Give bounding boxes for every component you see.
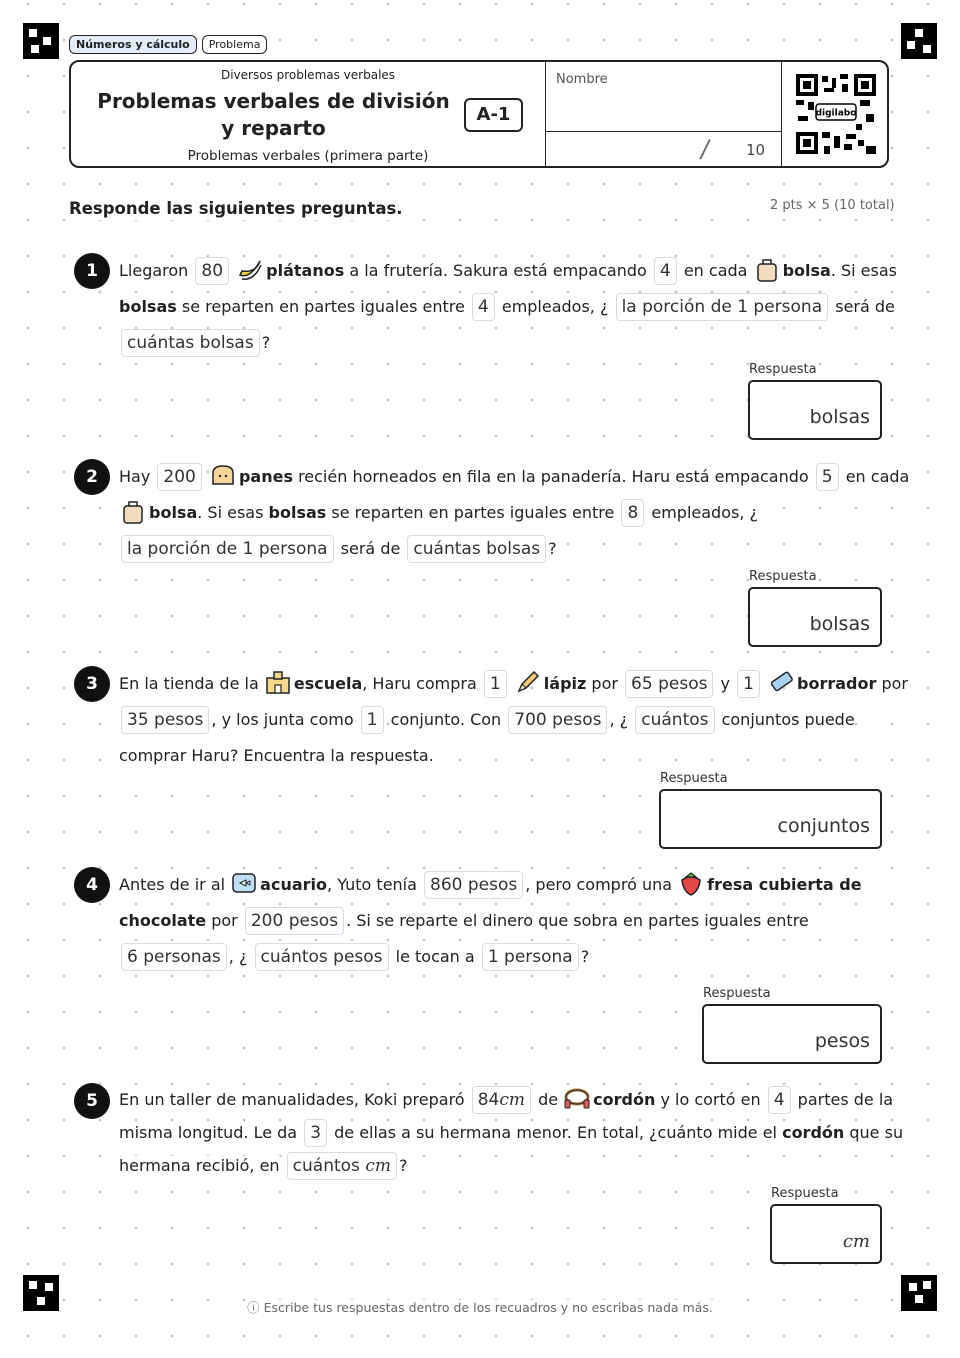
answer-box-2[interactable]	[748, 587, 882, 647]
qr-area	[781, 62, 888, 166]
answer-box-3[interactable]	[659, 789, 882, 849]
q1-bold-text: plátanos	[266, 261, 345, 280]
subject-tag: Números y cálculo	[69, 35, 197, 54]
q4-bold-text: chocolate	[119, 911, 207, 930]
category-tags	[69, 35, 267, 54]
q5-bold-text: cordón	[782, 1123, 845, 1142]
q5-text: ?	[398, 1156, 408, 1175]
question-5-text	[119, 1083, 904, 1182]
header-subtitle: Diversos problemas verbales	[220, 68, 396, 82]
corner-marker-top-right	[901, 23, 937, 59]
q4-text: , Yuto tenía	[327, 875, 417, 894]
q3-text: comprar Haru? Encuentra la respuesta.	[119, 746, 434, 765]
answer-label-4: Respuesta	[703, 986, 771, 1001]
q3-text: y	[720, 674, 731, 693]
score-field[interactable]	[545, 131, 782, 168]
question-number-2: 2	[74, 459, 110, 495]
q3-text: por	[591, 674, 618, 693]
q5-length-unit: cm	[499, 1090, 525, 1110]
q4-text: , pero compró una	[525, 875, 673, 894]
q2-text: en cada	[845, 467, 910, 486]
q5-text: y lo cortó en	[660, 1090, 761, 1109]
q3-text: En la tienda de la	[119, 674, 259, 693]
q5-value-box	[472, 1086, 531, 1114]
q1-value-box: 4	[472, 293, 495, 321]
q4-value-box: 6 personas	[121, 943, 227, 971]
answer-unit-2: bolsas	[809, 613, 870, 635]
banana-icon	[236, 255, 264, 283]
q2-text: . Si esas	[197, 503, 264, 522]
question-1-text	[119, 253, 897, 361]
q4-value-box: cuántos pesos	[255, 943, 389, 971]
q2-bold-text: panes	[238, 467, 293, 486]
name-field[interactable]	[545, 62, 782, 132]
q5-value-box: 4	[768, 1086, 791, 1114]
q3-text: por	[881, 674, 909, 693]
eraser-icon	[767, 668, 795, 696]
q5-bold-text: cordón	[593, 1090, 656, 1109]
q1-bold-text: bolsa	[782, 261, 831, 280]
q3-text: conjunto. Con	[390, 710, 502, 729]
footer-note	[0, 1298, 960, 1316]
q2-bold-text: bolsas	[268, 503, 327, 522]
cord-icon	[563, 1084, 591, 1112]
q5-value-box	[287, 1152, 397, 1180]
answer-unit-5: cm	[842, 1231, 870, 1252]
q3-bold-text: escuela	[293, 674, 363, 693]
q5-text: de ellas a su hermana menor. En total, ¿cuánto mide el	[334, 1123, 777, 1142]
score-slash: /	[698, 135, 712, 163]
q4-text: le tocan a	[395, 947, 475, 966]
answer-unit-3: conjuntos	[777, 815, 870, 837]
q2-text: se reparten en partes iguales entre	[331, 503, 615, 522]
footer-text: Escribe tus respuestas dentro de los recuadros y no escribas nada más.	[263, 1300, 713, 1315]
q2-value-box: 8	[621, 499, 644, 527]
q4-text: por	[211, 911, 238, 930]
q4-text: . Si se reparte el dinero que sobra en partes iguales entre	[346, 911, 809, 930]
points-info: 2 pts × 5 (10 total)	[770, 198, 895, 213]
q1-value-box: cuántas bolsas	[121, 329, 260, 357]
question-number-1: 1	[74, 253, 110, 289]
strawberry-icon	[677, 869, 705, 897]
aquarium-icon	[230, 869, 258, 897]
header-title-area	[71, 62, 545, 166]
q1-text: se reparten en partes iguales entre	[181, 297, 465, 316]
q2-text: Hay	[119, 467, 151, 486]
q1-text: ?	[261, 333, 271, 352]
pencil-icon	[514, 668, 542, 696]
q5-text: En un taller de manualidades, Koki preparó	[119, 1090, 465, 1109]
q1-value-box: 4	[654, 257, 677, 285]
q5-length-value: 84	[477, 1090, 500, 1110]
worksheet-header	[69, 60, 889, 168]
q4-value-box: 200 pesos	[245, 907, 344, 935]
q4-value-box: 860 pesos	[424, 871, 523, 899]
q1-text: empleados, ¿	[501, 297, 609, 316]
q1-text: . Si esas	[830, 261, 897, 280]
q5-value-box: 3	[304, 1119, 327, 1147]
q4-text: ?	[580, 947, 590, 966]
qr-code-icon	[796, 74, 876, 154]
name-label: Nombre	[556, 72, 608, 87]
bag-icon	[119, 497, 147, 525]
q4-value-box: 1 persona	[482, 943, 579, 971]
school-icon	[264, 668, 292, 696]
q3-text: , ¿	[609, 710, 629, 729]
q1-text: Llegaron	[119, 261, 189, 280]
q2-text: será de	[340, 539, 401, 558]
q5-text: de	[538, 1090, 559, 1109]
q5-text: hermana recibió, en	[119, 1156, 280, 1175]
q2-value-box: la porción de 1 persona	[121, 535, 334, 563]
q1-value-box: la porción de 1 persona	[616, 293, 829, 321]
answer-label-1: Respuesta	[749, 362, 817, 377]
q5-question-unit: cm	[365, 1156, 391, 1176]
q2-text: empleados, ¿	[651, 503, 758, 522]
q3-bold-text: borrador	[797, 674, 877, 693]
q2-value-box: 200	[157, 463, 201, 491]
svg-text:digilabo: digilabo	[815, 108, 857, 119]
header-section-subtitle: Problemas verbales (primera parte)	[187, 148, 429, 164]
q5-text: partes de la	[797, 1090, 894, 1109]
q1-bold-text: bolsas	[119, 297, 177, 316]
instructions: Responde las siguientes preguntas.	[69, 199, 403, 218]
q3-value-box: 1	[361, 706, 384, 734]
q3-value-box: 1	[737, 670, 760, 698]
q4-text: Antes de ir al	[119, 875, 226, 894]
answer-box-1[interactable]	[748, 380, 882, 440]
q3-text: , y los junta como	[211, 710, 354, 729]
q2-value-box: 5	[816, 463, 839, 491]
q2-text: ?	[548, 539, 557, 558]
q4-text: , ¿	[228, 947, 248, 966]
question-3-text	[119, 666, 909, 774]
question-number-4: 4	[74, 867, 110, 903]
bag-icon	[753, 255, 781, 283]
q1-text: será de	[835, 297, 895, 316]
q4-bold-text: acuario	[260, 875, 328, 894]
page-title: Problemas verbales de división y reparto	[97, 89, 450, 140]
q3-value-box: 35 pesos	[121, 706, 209, 734]
answer-box-4[interactable]	[702, 1004, 882, 1064]
score-total: 10	[746, 141, 766, 159]
q3-text: , Haru compra	[362, 674, 477, 693]
q5-question-word: cuántos	[292, 1156, 360, 1176]
answer-label-5: Respuesta	[771, 1186, 839, 1201]
answer-box-5[interactable]	[770, 1204, 882, 1264]
q3-bold-text: lápiz	[543, 674, 587, 693]
question-4-text	[119, 867, 879, 975]
type-tag: Problema	[202, 35, 268, 54]
q3-value-box: 1	[484, 670, 507, 698]
answer-label-2: Respuesta	[749, 569, 817, 584]
q1-text: en cada	[683, 261, 748, 280]
question-number-3: 3	[74, 666, 110, 702]
q2-value-box: cuántas bolsas	[407, 535, 546, 563]
answer-unit-1: bolsas	[809, 406, 870, 428]
q5-text: que su	[849, 1123, 904, 1142]
q1-value-box: 80	[195, 257, 229, 285]
bread-icon	[209, 461, 237, 489]
info-icon: ⓘ	[247, 1300, 260, 1315]
q2-text: recién horneados en fila en la panadería. Haru está empacando	[298, 467, 809, 486]
q3-value-box: cuántos	[635, 706, 714, 734]
q2-bold-text: bolsa	[149, 503, 198, 522]
q3-value-box: 65 pesos	[625, 670, 713, 698]
q4-bold-text: fresa cubierta de	[707, 875, 862, 894]
q3-value-box: 700 pesos	[508, 706, 607, 734]
answer-label-3: Respuesta	[660, 771, 728, 786]
question-2-text	[119, 459, 910, 567]
question-number-5: 5	[74, 1083, 110, 1119]
q3-text: conjuntos puede	[721, 710, 855, 729]
answer-unit-4: pesos	[814, 1030, 870, 1052]
q1-text: a la frutería. Sakura está empacando	[349, 261, 647, 280]
worksheet-code: A-1	[464, 98, 523, 132]
corner-marker-top-left	[23, 23, 59, 59]
q5-text: misma longitud. Le da	[119, 1123, 298, 1142]
